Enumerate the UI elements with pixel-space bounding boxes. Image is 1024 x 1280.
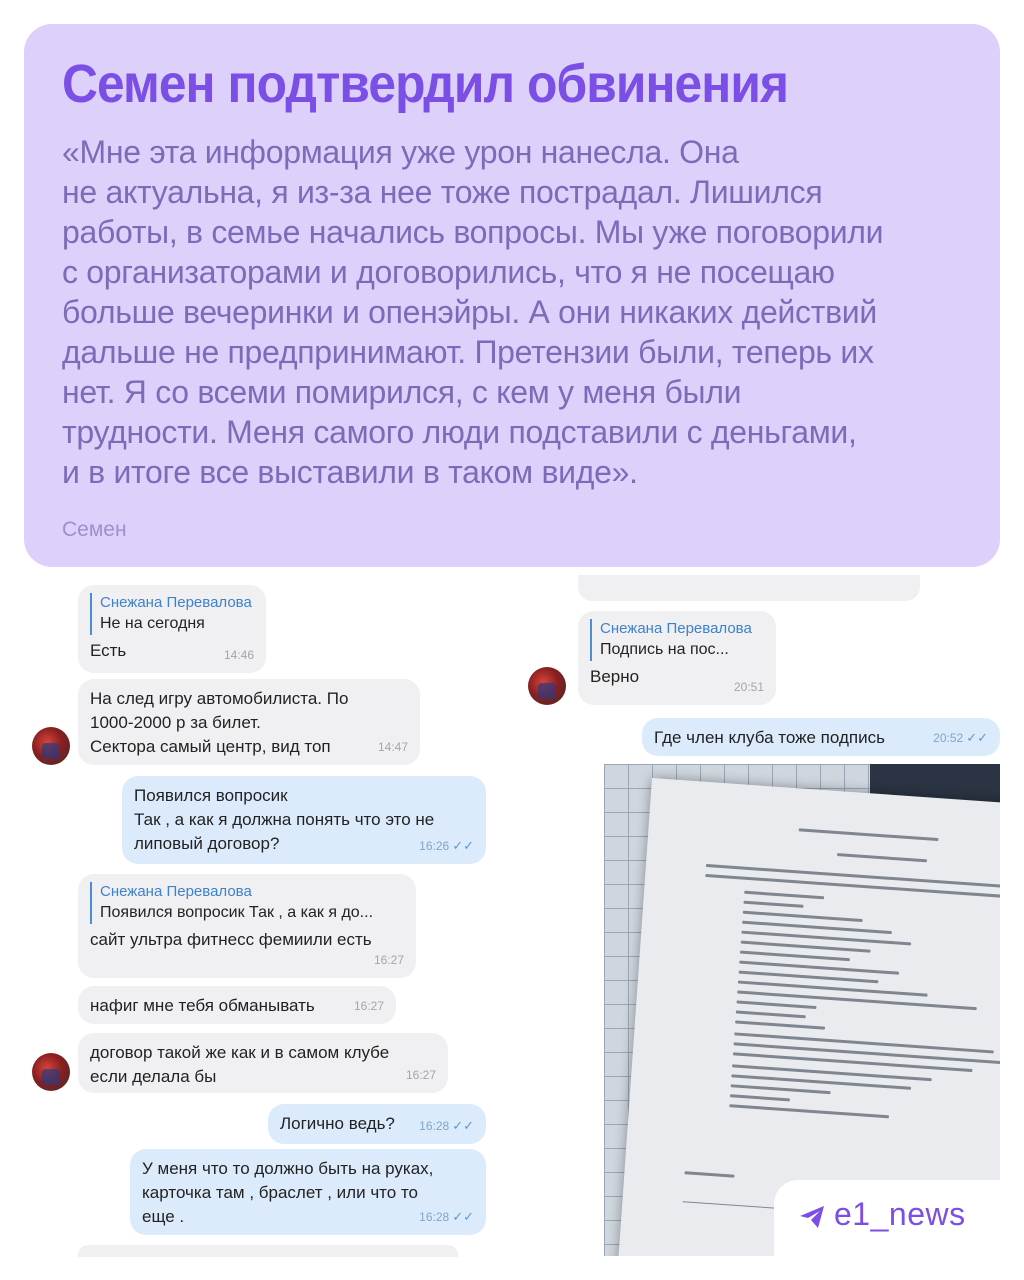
message-text: Верно [590,667,640,686]
message-text: карточка там , браслет , или что то [142,1183,419,1202]
double-check-icon: ✓✓ [452,1118,474,1133]
quote-line: не актуальна, я из-за нее тоже пострадал. Лишился [62,174,823,210]
message-time: 14:47 [377,740,408,754]
message-text: сайт ультра фитнесс фемиили есть [90,930,372,949]
quote-line: «Мне эта информация уже урон нанесла. Она [62,134,739,170]
message-bubble [130,1149,486,1235]
quote-line: дальше не предпринимают. Претензии были, теперь их [62,334,874,370]
message-text: У меня что то должно быть на руках, [142,1159,434,1178]
reply-text: Не на сегодня [100,615,205,632]
message-time: 16:27 [373,953,404,967]
message-text: Где член клуба тоже подпись [654,728,885,747]
message-time: 16:27 [353,999,384,1013]
message-text: Есть [90,641,127,660]
message-bubble [78,679,420,765]
message-bubble-partial [78,1245,458,1257]
quote-line: работы, в семье начались вопросы. Мы уже поговорили [62,214,884,250]
quote-line: больше вечеринки и опенэйры. А они никаких действий [62,294,877,330]
reply-quote [90,882,404,924]
quote-line: с организаторами и договорились, что я не посещаю [62,254,835,290]
quote-line: трудности. Меня самого люди подставили с деньгами, [62,414,857,450]
reply-quote [590,619,764,661]
avatar [528,667,566,705]
message-text: договор такой же как и в самом клубе [90,1043,390,1062]
message-bubble [268,1104,486,1144]
avatar [32,1053,70,1091]
reply-text: Появился вопросик Так , а как я до... [100,904,374,921]
e1-news-logo [774,1180,1000,1260]
message-time: 16:28 ✓✓ [419,1118,474,1133]
reply-quote [90,593,254,635]
message-bubble [122,776,486,864]
logo-text: e1_news [834,1196,966,1232]
quote-card [24,24,1000,567]
message-bubble-partial [578,575,920,601]
message-time: 20:51 [733,680,764,694]
quote-line: и в итоге все выставили в таком виде». [62,454,638,490]
message-bubble [78,585,266,673]
reply-author: Снежана Перевалова [100,883,252,900]
message-time: 20:52 ✓✓ [933,730,988,745]
avatar [32,727,70,765]
message-text: Появился вопросик [134,786,288,805]
message-text: Сектора самый центр, вид топ [90,737,331,756]
message-bubble [578,611,776,705]
telegram-icon [798,1204,826,1230]
chat-screenshot-left [24,575,514,1257]
quote-text [62,132,962,492]
message-text: липовый договор? [134,834,280,853]
message-time: 16:28 ✓✓ [419,1209,474,1224]
reply-author: Снежана Перевалова [100,594,252,611]
message-text: 1000-2000 р за билет. [90,713,261,732]
quote-line: нет. Я со всеми помирился, с кем у меня были [62,374,742,410]
message-text: нафиг мне тебя обманывать [90,996,315,1015]
reply-text: Подпись на пос... [600,641,729,658]
message-time: 16:26 ✓✓ [419,838,474,853]
message-text: Логично ведь? [280,1114,395,1133]
reply-author: Снежана Перевалова [600,620,752,637]
message-bubble [78,1033,448,1093]
quote-title: Семен подтвердил обвинения [62,54,789,114]
message-bubble [78,874,416,978]
message-text: еще . [142,1207,185,1226]
message-text: если делала бы [90,1067,217,1086]
message-bubble [78,986,396,1024]
quote-author: Семен [62,518,127,541]
double-check-icon: ✓✓ [452,838,474,853]
chat-screenshot-right [520,575,1000,757]
double-check-icon: ✓✓ [966,730,988,745]
message-text: Так , а как я должна понять что это не [134,810,435,829]
double-check-icon: ✓✓ [452,1209,474,1224]
message-time: 14:46 [223,648,254,662]
message-bubble [642,718,1000,756]
message-time: 16:27 [405,1068,436,1082]
message-text: На след игру автомобилиста. По [90,689,349,708]
